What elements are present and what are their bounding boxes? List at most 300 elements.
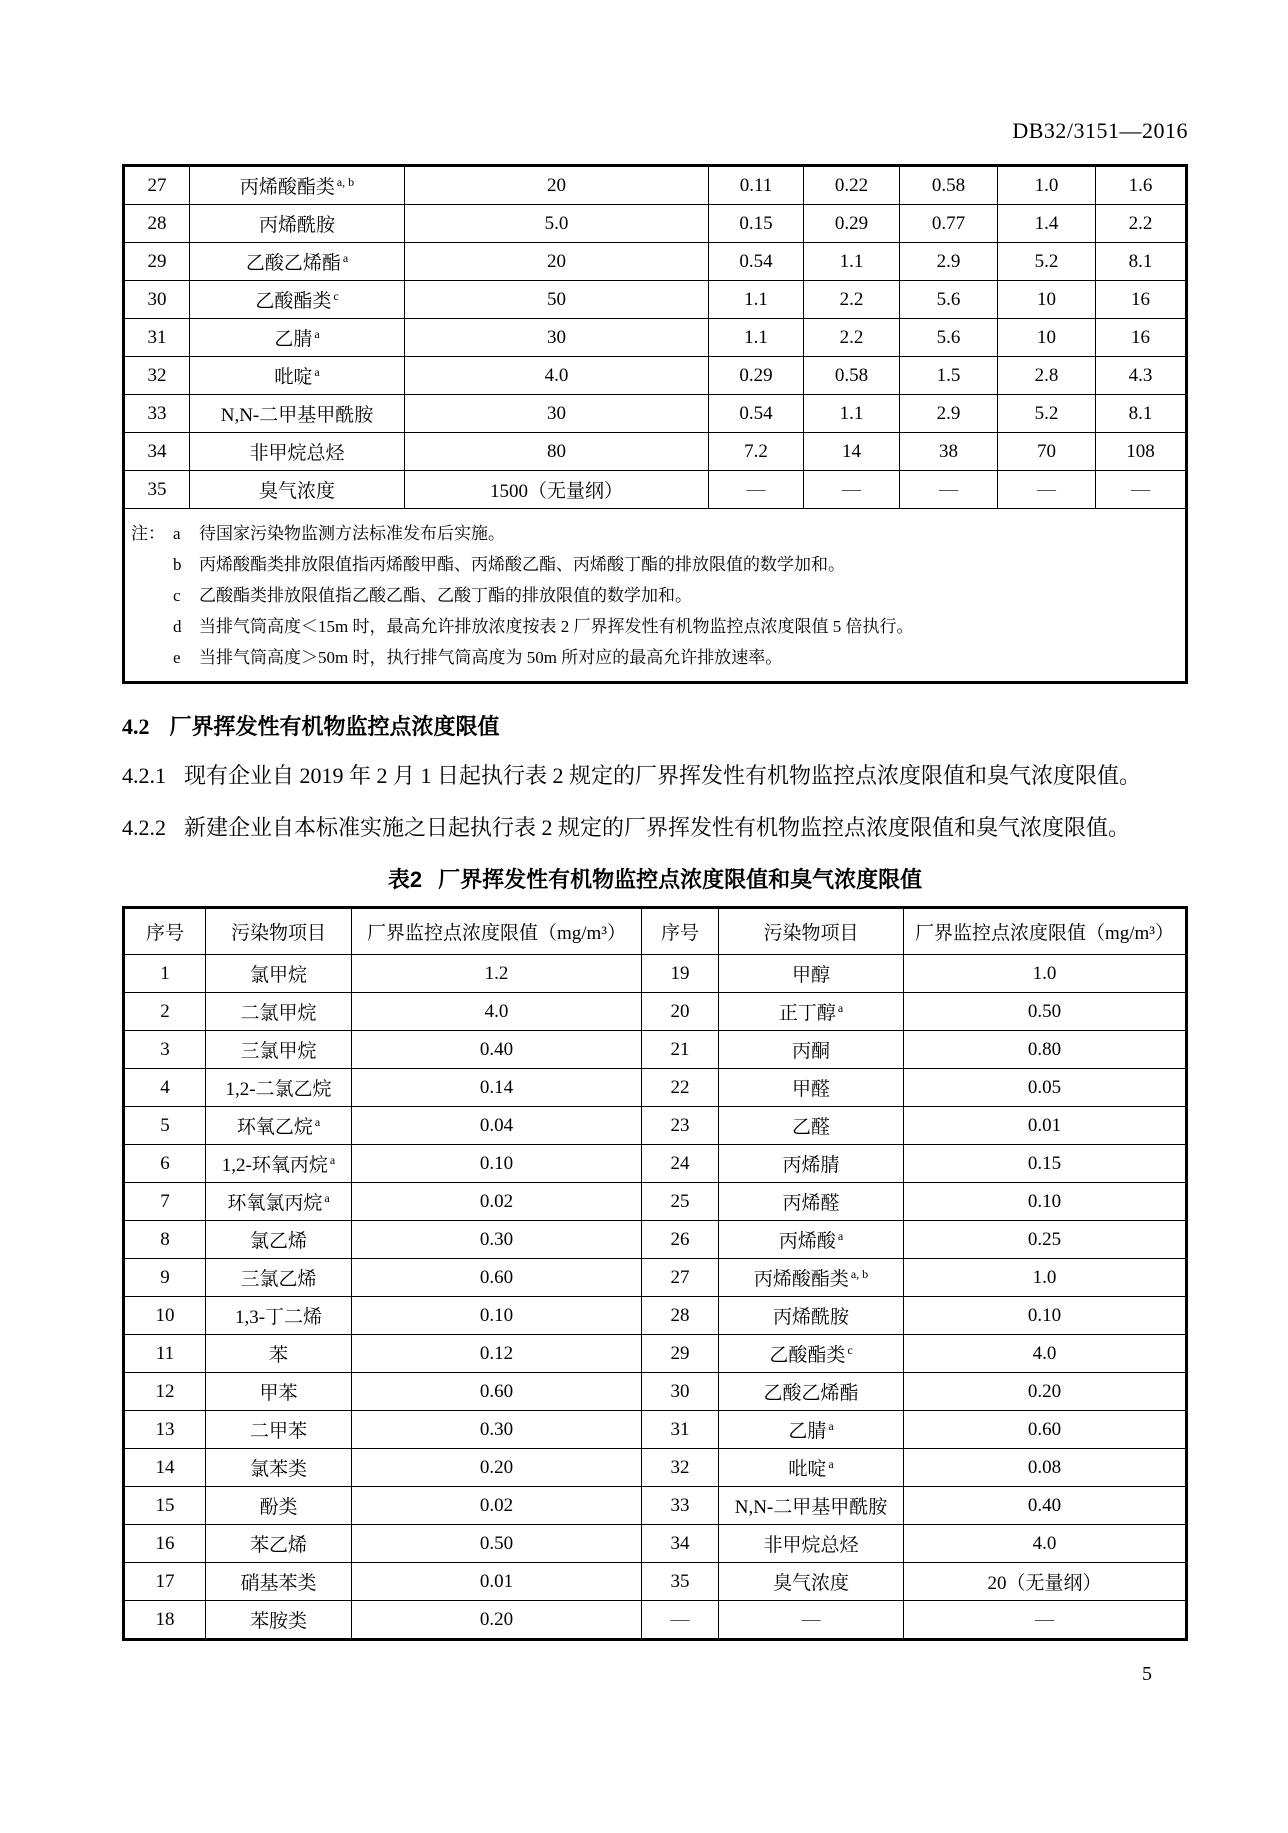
col-limit-left: 厂界监控点浓度限值（mg/m³）: [352, 908, 642, 955]
pollutant-name: 丙烯酸酯类: [239, 177, 335, 198]
cell-boundary-limit: 0.60: [352, 1259, 642, 1297]
cell-pollutant: [206, 1145, 352, 1183]
cell-pollutant: [206, 1221, 352, 1259]
clause-4-2-1: [122, 759, 1188, 793]
table1-notes-row: [124, 509, 1187, 683]
cell-pollutant: [206, 1601, 352, 1640]
pollutant-name: 吡啶: [788, 1459, 827, 1480]
note-text: 丙烯酸酯类排放限值指丙烯酸甲酯、丙烯酸乙酯、丙烯酸丁酯的排放限值的数学加和。: [199, 555, 845, 574]
cell-rate-value: 5.6: [900, 319, 998, 357]
note-line: [131, 549, 1179, 580]
superscript-note: a: [828, 1419, 834, 1433]
cell-boundary-limit: 0.40: [352, 1031, 642, 1069]
table1-row: [124, 281, 1187, 319]
cell-seq: 29: [642, 1335, 719, 1373]
cell-rate-value: 1.0: [998, 166, 1096, 205]
cell-rate-value: 0.77: [900, 205, 998, 243]
clause-number: 4.2.1: [122, 763, 166, 788]
cell-seq: 33: [124, 395, 190, 433]
pollutant-name: 正丁醇: [778, 1003, 836, 1024]
note-text: 当排气筒高度＞50m 时，执行排气筒高度为 50m 所对应的最高允许排放速率。: [199, 648, 783, 667]
cell-boundary-limit: 20（无量纲）: [904, 1563, 1187, 1601]
cell-pollutant: [206, 1525, 352, 1563]
cell-pollutant: [190, 281, 405, 319]
table2-row: [124, 1411, 1187, 1449]
page-number: 5: [1142, 1663, 1152, 1685]
table2-row: [124, 1297, 1187, 1335]
cell-seq: 32: [642, 1449, 719, 1487]
pollutant-name: 臭气浓度: [258, 481, 335, 502]
cell-pollutant: [206, 1297, 352, 1335]
cell-boundary-limit: 0.10: [904, 1183, 1187, 1221]
cell-seq: 1: [124, 955, 206, 993]
cell-rate-value: 0.58: [804, 357, 900, 395]
col-pollutant-left: 污染物项目: [206, 908, 352, 955]
cell-seq: 5: [124, 1107, 206, 1145]
cell-boundary-limit: 0.40: [904, 1487, 1187, 1525]
note-label: 注：: [131, 524, 165, 543]
pollutant-name: 丙烯腈: [782, 1155, 840, 1176]
cell-boundary-limit: —: [904, 1601, 1187, 1640]
pollutant-name: 甲苯: [259, 1383, 298, 1404]
cell-boundary-limit: 0.15: [904, 1145, 1187, 1183]
pollutant-name: 氯乙烯: [249, 1231, 307, 1252]
superscript-note: a: [837, 1229, 844, 1243]
pollutant-name: —: [801, 1608, 821, 1630]
cell-seq: 25: [642, 1183, 719, 1221]
cell-rate-value: 1.6: [1096, 166, 1187, 205]
table1-row: [124, 205, 1187, 243]
cell-boundary-limit: 4.0: [904, 1525, 1187, 1563]
superscript-note: a: [314, 327, 320, 341]
note-label: [131, 611, 173, 642]
cell-boundary-limit: 0.10: [352, 1297, 642, 1335]
table2-row: [124, 1259, 1187, 1297]
note-line: [131, 580, 1179, 611]
cell-seq: 17: [124, 1563, 206, 1601]
cell-seq: 14: [124, 1449, 206, 1487]
pollutant-name: 氯苯类: [249, 1459, 307, 1480]
cell-rate-value: 1.4: [998, 205, 1096, 243]
table2-row: [124, 1145, 1187, 1183]
cell-seq: 23: [642, 1107, 719, 1145]
section-number: 4.2: [122, 714, 150, 739]
cell-boundary-limit: 0.10: [352, 1145, 642, 1183]
note-text: 当排气筒高度＜15m 时，最高允许排放浓度按表 2 厂界挥发性有机物监控点浓度限值 5 倍执行。: [199, 617, 914, 636]
table1-row: [124, 357, 1187, 395]
table1-notes-cell: [124, 509, 1187, 683]
boundary-limits-table-body: [124, 955, 1187, 1640]
cell-max-concentration: 4.0: [405, 357, 709, 395]
cell-pollutant: [206, 1069, 352, 1107]
clause-text: 新建企业自本标准实施之日起执行表 2 规定的厂界挥发性有机物监控点浓度限值和臭气浓度限值。: [184, 815, 1131, 840]
cell-seq: —: [642, 1601, 719, 1640]
cell-pollutant: [719, 1335, 904, 1373]
table2-row: [124, 1107, 1187, 1145]
note-line: [131, 518, 1179, 549]
superscript-note: c: [847, 1343, 853, 1357]
cell-seq: 20: [642, 993, 719, 1031]
table2-row: [124, 1487, 1187, 1525]
pollutant-name: 甲醇: [791, 965, 830, 986]
cell-rate-value: 2.9: [900, 243, 998, 281]
cell-pollutant: [190, 471, 405, 509]
table1-notes: [131, 518, 1179, 673]
cell-rate-value: 16: [1096, 319, 1187, 357]
cell-pollutant: [206, 1563, 352, 1601]
col-seq-left: 序号: [124, 908, 206, 955]
cell-pollutant: [719, 1563, 904, 1601]
table2-row: [124, 1221, 1187, 1259]
cell-rate-value: 8.1: [1096, 243, 1187, 281]
note-text: 乙酸酯类排放限值指乙酸乙酯、乙酸丁酯的排放限值的数学加和。: [199, 586, 692, 605]
table2-row: [124, 1525, 1187, 1563]
cell-pollutant: [719, 1069, 904, 1107]
pollutant-name: 乙酸乙烯酯: [245, 253, 341, 274]
cell-pollutant: [719, 955, 904, 993]
pollutant-name: 苯: [268, 1345, 288, 1366]
cell-rate-value: 0.22: [804, 166, 900, 205]
clause-4-2-2: [122, 811, 1188, 845]
col-seq-right: 序号: [642, 908, 719, 955]
cell-rate-value: 0.29: [709, 357, 804, 395]
cell-pollutant: [719, 1107, 904, 1145]
cell-boundary-limit: 0.30: [352, 1221, 642, 1259]
cell-boundary-limit: 0.01: [904, 1107, 1187, 1145]
table2-header-row: [124, 908, 1187, 955]
cell-pollutant: [719, 1601, 904, 1640]
cell-rate-value: 0.11: [709, 166, 804, 205]
cell-rate-value: 1.1: [709, 319, 804, 357]
pollutant-name: 乙腈: [274, 329, 313, 350]
col-pollutant-right: 污染物项目: [719, 908, 904, 955]
pollutant-name: 丙烯酸: [778, 1231, 836, 1252]
table2-row: [124, 1601, 1187, 1640]
cell-rate-value: 2.8: [998, 357, 1096, 395]
cell-rate-value: 0.15: [709, 205, 804, 243]
cell-max-concentration: 20: [405, 243, 709, 281]
cell-pollutant: [190, 243, 405, 281]
cell-rate-value: 5.2: [998, 243, 1096, 281]
cell-seq: 31: [642, 1411, 719, 1449]
cell-rate-value: 5.6: [900, 281, 998, 319]
cell-rate-value: 0.54: [709, 395, 804, 433]
clause-number: 4.2.2: [122, 815, 166, 840]
note-line: [131, 611, 1179, 642]
cell-seq: 3: [124, 1031, 206, 1069]
superscript-note: a: [837, 1001, 844, 1015]
cell-seq: 29: [124, 243, 190, 281]
cell-max-concentration: 30: [405, 395, 709, 433]
table2-row: [124, 1563, 1187, 1601]
cell-pollutant: [206, 955, 352, 993]
pollutant-name: 臭气浓度: [772, 1573, 849, 1594]
clause-text: 现有企业自 2019 年 2 月 1 日起执行表 2 规定的厂界挥发性有机物监控点浓度限值和臭气浓度限值。: [184, 763, 1142, 788]
pollutant-name: 丙烯酰胺: [772, 1307, 849, 1328]
pollutant-name: 丙烯醛: [782, 1193, 840, 1214]
cell-boundary-limit: 0.12: [352, 1335, 642, 1373]
cell-boundary-limit: 4.0: [352, 993, 642, 1031]
superscript-note: a: [828, 1457, 834, 1471]
cell-rate-value: 4.3: [1096, 357, 1187, 395]
cell-pollutant: [719, 1487, 904, 1525]
table2-caption: 厂界挥发性有机物监控点浓度限值和臭气浓度限值: [438, 867, 923, 892]
pollutant-name: 二甲苯: [249, 1421, 307, 1442]
cell-seq: 8: [124, 1221, 206, 1259]
pollutant-name: 酚类: [259, 1497, 298, 1518]
cell-rate-value: 108: [1096, 433, 1187, 471]
pollutant-name: 丙烯酸酯类: [753, 1269, 849, 1290]
cell-seq: 26: [642, 1221, 719, 1259]
cell-boundary-limit: 0.05: [904, 1069, 1187, 1107]
superscript-note: a, b: [850, 1267, 869, 1281]
cell-pollutant: [206, 1335, 352, 1373]
cell-pollutant: [206, 993, 352, 1031]
table2-row: [124, 993, 1187, 1031]
cell-pollutant: [206, 1107, 352, 1145]
table1-row: [124, 243, 1187, 281]
cell-rate-value: 1.1: [709, 281, 804, 319]
table2-row: [124, 1069, 1187, 1107]
cell-pollutant: [719, 1031, 904, 1069]
table2-row: [124, 1335, 1187, 1373]
cell-seq: 30: [642, 1373, 719, 1411]
cell-rate-value: —: [709, 471, 804, 509]
cell-boundary-limit: 0.30: [352, 1411, 642, 1449]
cell-max-concentration: 80: [405, 433, 709, 471]
cell-pollutant: [206, 1183, 352, 1221]
cell-max-concentration: 30: [405, 319, 709, 357]
cell-boundary-limit: 0.02: [352, 1487, 642, 1525]
cell-rate-value: 0.58: [900, 166, 998, 205]
cell-pollutant: [206, 1373, 352, 1411]
pollutant-name: 二氯甲烷: [240, 1003, 317, 1024]
pollutant-name: 环氧氯丙烷: [227, 1193, 323, 1214]
pollutant-name: 乙腈: [788, 1421, 827, 1442]
cell-pollutant: [206, 1487, 352, 1525]
cell-max-concentration: 20: [405, 166, 709, 205]
table1-row: [124, 395, 1187, 433]
note-label: [131, 549, 173, 580]
cell-seq: 10: [124, 1297, 206, 1335]
note-key: b: [173, 555, 182, 574]
superscript-note: c: [333, 289, 339, 303]
pollutant-name: 乙醛: [791, 1117, 830, 1138]
cell-pollutant: [190, 319, 405, 357]
cell-rate-value: 10: [998, 281, 1096, 319]
cell-rate-value: 7.2: [709, 433, 804, 471]
cell-max-concentration: 1500（无量纲）: [405, 471, 709, 509]
cell-pollutant: [719, 1449, 904, 1487]
cell-rate-value: 14: [804, 433, 900, 471]
cell-rate-value: 1.1: [804, 243, 900, 281]
cell-rate-value: 10: [998, 319, 1096, 357]
table2-row: [124, 955, 1187, 993]
cell-pollutant: [206, 1031, 352, 1069]
section-title: 厂界挥发性有机物监控点浓度限值: [169, 714, 500, 739]
cell-boundary-limit: 0.02: [352, 1183, 642, 1221]
pollutant-name: 甲醛: [791, 1079, 830, 1100]
cell-seq: 16: [124, 1525, 206, 1563]
cell-boundary-limit: 0.80: [904, 1031, 1187, 1069]
table2-row: [124, 1373, 1187, 1411]
cell-max-concentration: 50: [405, 281, 709, 319]
pollutant-name: 非甲烷总烃: [249, 443, 345, 464]
cell-rate-value: 1.1: [804, 395, 900, 433]
cell-rate-value: 1.5: [900, 357, 998, 395]
cell-boundary-limit: 0.25: [904, 1221, 1187, 1259]
note-text: 待国家污染物监测方法标准发布后实施。: [199, 524, 505, 543]
pollutant-name: 乙酸乙烯酯: [763, 1383, 859, 1404]
superscript-note: a: [329, 1153, 336, 1167]
cell-boundary-limit: 0.20: [352, 1449, 642, 1487]
cell-seq: 28: [124, 205, 190, 243]
cell-seq: 11: [124, 1335, 206, 1373]
cell-seq: 27: [642, 1259, 719, 1297]
pollutant-name: 三氯甲烷: [240, 1041, 317, 1062]
table1-row: [124, 166, 1187, 205]
cell-pollutant: [206, 1259, 352, 1297]
cell-pollutant: [190, 357, 405, 395]
note-key: d: [173, 617, 182, 636]
pollutant-name: 1,2-环氧丙烷: [221, 1155, 328, 1176]
document-code: DB32/3151—2016: [1012, 118, 1188, 143]
table2-title: [122, 863, 1188, 894]
note-key: e: [173, 648, 181, 667]
cell-rate-value: 8.1: [1096, 395, 1187, 433]
note-key: c: [173, 586, 181, 605]
note-line: [131, 642, 1179, 673]
cell-seq: 15: [124, 1487, 206, 1525]
pollutant-name: 吡啶: [274, 367, 313, 388]
cell-seq: 30: [124, 281, 190, 319]
pollutant-name: 丙酮: [791, 1041, 830, 1062]
cell-seq: 32: [124, 357, 190, 395]
cell-pollutant: [206, 1411, 352, 1449]
stack-emission-limits-table: [122, 164, 1188, 684]
cell-seq: 34: [124, 433, 190, 471]
cell-boundary-limit: 0.60: [904, 1411, 1187, 1449]
table1-row: [124, 471, 1187, 509]
cell-pollutant: [719, 1221, 904, 1259]
cell-seq: 18: [124, 1601, 206, 1640]
cell-seq: 21: [642, 1031, 719, 1069]
pollutant-name: 1,3-丁二烯: [234, 1307, 323, 1328]
cell-pollutant: [190, 433, 405, 471]
cell-seq: 35: [642, 1563, 719, 1601]
cell-rate-value: 0.54: [709, 243, 804, 281]
note-label: [131, 580, 173, 611]
cell-seq: 28: [642, 1297, 719, 1335]
superscript-note: a: [324, 1191, 330, 1205]
cell-pollutant: [719, 993, 904, 1031]
pollutant-name: 硝基苯类: [240, 1573, 317, 1594]
cell-rate-value: 16: [1096, 281, 1187, 319]
pollutant-name: 乙酸酯类: [255, 291, 332, 312]
cell-seq: 34: [642, 1525, 719, 1563]
cell-seq: 19: [642, 955, 719, 993]
table2-label: 表2: [387, 867, 423, 892]
table2-row: [124, 1183, 1187, 1221]
cell-seq: 9: [124, 1259, 206, 1297]
table2-row: [124, 1031, 1187, 1069]
cell-rate-value: —: [900, 471, 998, 509]
cell-rate-value: 0.29: [804, 205, 900, 243]
note-label: [131, 642, 173, 673]
cell-rate-value: 2.2: [1096, 205, 1187, 243]
superscript-note: a: [314, 1115, 321, 1129]
cell-seq: 12: [124, 1373, 206, 1411]
superscript-note: a: [342, 251, 349, 265]
cell-max-concentration: 5.0: [405, 205, 709, 243]
cell-seq: 22: [642, 1069, 719, 1107]
pollutant-name: 苯乙烯: [249, 1535, 307, 1556]
cell-rate-value: 70: [998, 433, 1096, 471]
cell-seq: 33: [642, 1487, 719, 1525]
pollutant-name: N,N-二甲基甲酰胺: [220, 405, 374, 426]
cell-seq: 35: [124, 471, 190, 509]
cell-seq: 6: [124, 1145, 206, 1183]
cell-pollutant: [719, 1183, 904, 1221]
col-limit-right: 厂界监控点浓度限值（mg/m³）: [904, 908, 1187, 955]
cell-seq: 13: [124, 1411, 206, 1449]
cell-seq: 4: [124, 1069, 206, 1107]
cell-pollutant: [719, 1411, 904, 1449]
cell-pollutant: [719, 1373, 904, 1411]
cell-pollutant: [206, 1449, 352, 1487]
cell-seq: 7: [124, 1183, 206, 1221]
stack-emission-table-body: [124, 166, 1187, 509]
table2-row: [124, 1449, 1187, 1487]
cell-rate-value: 2.2: [804, 281, 900, 319]
note-key: a: [173, 524, 181, 543]
cell-pollutant: [719, 1525, 904, 1563]
cell-boundary-limit: 0.20: [904, 1373, 1187, 1411]
pollutant-name: 丙烯酰胺: [258, 215, 335, 236]
pollutant-name: 苯胺类: [249, 1611, 307, 1632]
cell-pollutant: [719, 1145, 904, 1183]
cell-rate-value: —: [998, 471, 1096, 509]
cell-pollutant: [719, 1259, 904, 1297]
pollutant-name: 氯甲烷: [249, 965, 307, 986]
table1-row: [124, 433, 1187, 471]
cell-boundary-limit: 1.2: [352, 955, 642, 993]
cell-boundary-limit: 0.04: [352, 1107, 642, 1145]
section-heading: [122, 710, 1188, 741]
cell-seq: 31: [124, 319, 190, 357]
cell-boundary-limit: 0.50: [352, 1525, 642, 1563]
cell-rate-value: 38: [900, 433, 998, 471]
cell-boundary-limit: 1.0: [904, 955, 1187, 993]
cell-boundary-limit: 4.0: [904, 1335, 1187, 1373]
cell-boundary-limit: 0.50: [904, 993, 1187, 1031]
cell-rate-value: 2.2: [804, 319, 900, 357]
cell-pollutant: [719, 1297, 904, 1335]
pollutant-name: 乙酸酯类: [769, 1345, 846, 1366]
cell-pollutant: [190, 166, 405, 205]
document-page: [122, 0, 1188, 1686]
superscript-note: a: [314, 365, 320, 379]
cell-boundary-limit: 0.01: [352, 1563, 642, 1601]
cell-seq: 27: [124, 166, 190, 205]
table1-row: [124, 319, 1187, 357]
cell-rate-value: —: [804, 471, 900, 509]
cell-boundary-limit: 0.20: [352, 1601, 642, 1640]
cell-boundary-limit: 0.14: [352, 1069, 642, 1107]
cell-boundary-limit: 0.10: [904, 1297, 1187, 1335]
pollutant-name: 环氧乙烷: [236, 1117, 313, 1138]
cell-seq: 2: [124, 993, 206, 1031]
